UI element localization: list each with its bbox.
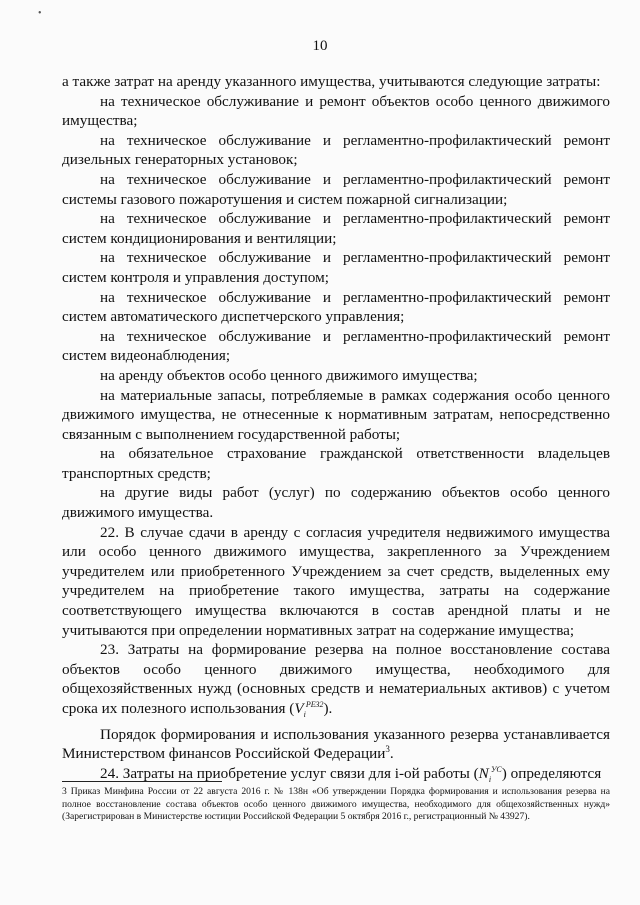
formula-superscript: УС [491,764,502,774]
formula-base: N [478,764,489,782]
scan-mark: • [38,8,42,19]
paragraph: на техническое обслуживание и регламентно-профилактический ремонт систем контроля и управления доступом; [62,249,610,286]
paragraph: на техническое обслуживание и регламентно-профилактический ремонт систем автоматического диспетчерского управления; [62,288,610,326]
paragraph: на другие виды работ (услуг) по содержанию объектов особо ценного движимого имущества. [62,484,610,522]
footnote-reference: 3 [385,744,390,755]
paragraph: на техническое обслуживание и регламентно-профилактический ремонт систем видеонаблюдения; [62,327,610,365]
formula-subscript: i [303,710,306,720]
page-number: 10 [312,38,328,54]
paragraph-order-text: Порядок формирования и использования указанного резерва устанавливается Министерством финансов Российской Федерации [62,725,610,763]
paragraph-order-end: . [389,745,394,763]
paragraph-list [62,72,610,640]
formula-n-us [479,765,502,782]
paragraph: а также затрат на аренду указанного имущества, учитываются следующие затраты: [62,73,601,90]
paragraph: на материальные запасы, потребляемые в рамках содержания особо ценного движимого имущества, не отнесенные к нормативным затратам, непосредственно связанным с выполнением государственной работы; [62,386,610,443]
formula-subscript: i [488,774,492,784]
paragraph: на обязательное страхование гражданской ответственности владельцев транспортных средств; [62,445,610,482]
paragraph-order [62,725,610,764]
formula-v-rez2 [294,699,324,720]
paragraph: на техническое обслуживание и регламентно-профилактический ремонт системы газового пожаротушения и систем пожарной сигнализации; [62,170,610,208]
formula-base: V [294,700,304,717]
paragraph: 22. В случае сдачи в аренду с согласия учредителя недвижимого имущества или особо ценного движимого имущества, закрепленного за Учреждением учредителем или приобретенного Учреждением за счет средств, выделенных ему учредителем на приобретение такого имущества, затраты на содержание соответствующего имущества включаются в состав арендной платы и не учитываются при определении нормативных затрат на содержание имущества; [62,523,610,639]
paragraph: на техническое обслуживание и регламентно-профилактический ремонт дизельных генераторных установок; [62,131,610,169]
paragraph-23 [62,640,610,724]
paragraph: на техническое обслуживание и регламентно-профилактический ремонт систем кондиционирования и вентиляции; [62,210,610,247]
paragraph-23-text: 23. Затраты на формирование резерва на полное восстановление состава объектов особо ценного движимого имущества, необходимого для общехозяйственных нужд (основных средств и нематериальных активов) с учетом срока их полезного использования ( [62,641,610,717]
formula-superscript: РЕЗ2 [305,699,324,709]
paragraph-23-end: ). [323,700,333,717]
paragraph-24-end: ) определяются [501,764,602,782]
paragraph: на аренду объектов особо ценного движимого имущества; [100,366,478,384]
paragraph: на техническое обслуживание и ремонт объектов особо ценного движимого имущества; [62,92,610,130]
footnote-separator [62,781,222,782]
footnote: 3 Приказ Минфина России от 22 августа 2016 г. № 138н «Об утверждении Порядка формирования и использования резерва на полное восстановление состава объектов особо ценного движимого имущества, необходимого для общехозяйственных нужд» (Зарегистрирован в Министерстве юстиции Российской Федерации 5 октября 2016 г., регистрационный № 43927). [62,786,610,823]
document-body [62,72,610,789]
paragraph-24-text: 24. Затраты на приобретение услуг связи для i-ой работы ( [100,764,479,782]
